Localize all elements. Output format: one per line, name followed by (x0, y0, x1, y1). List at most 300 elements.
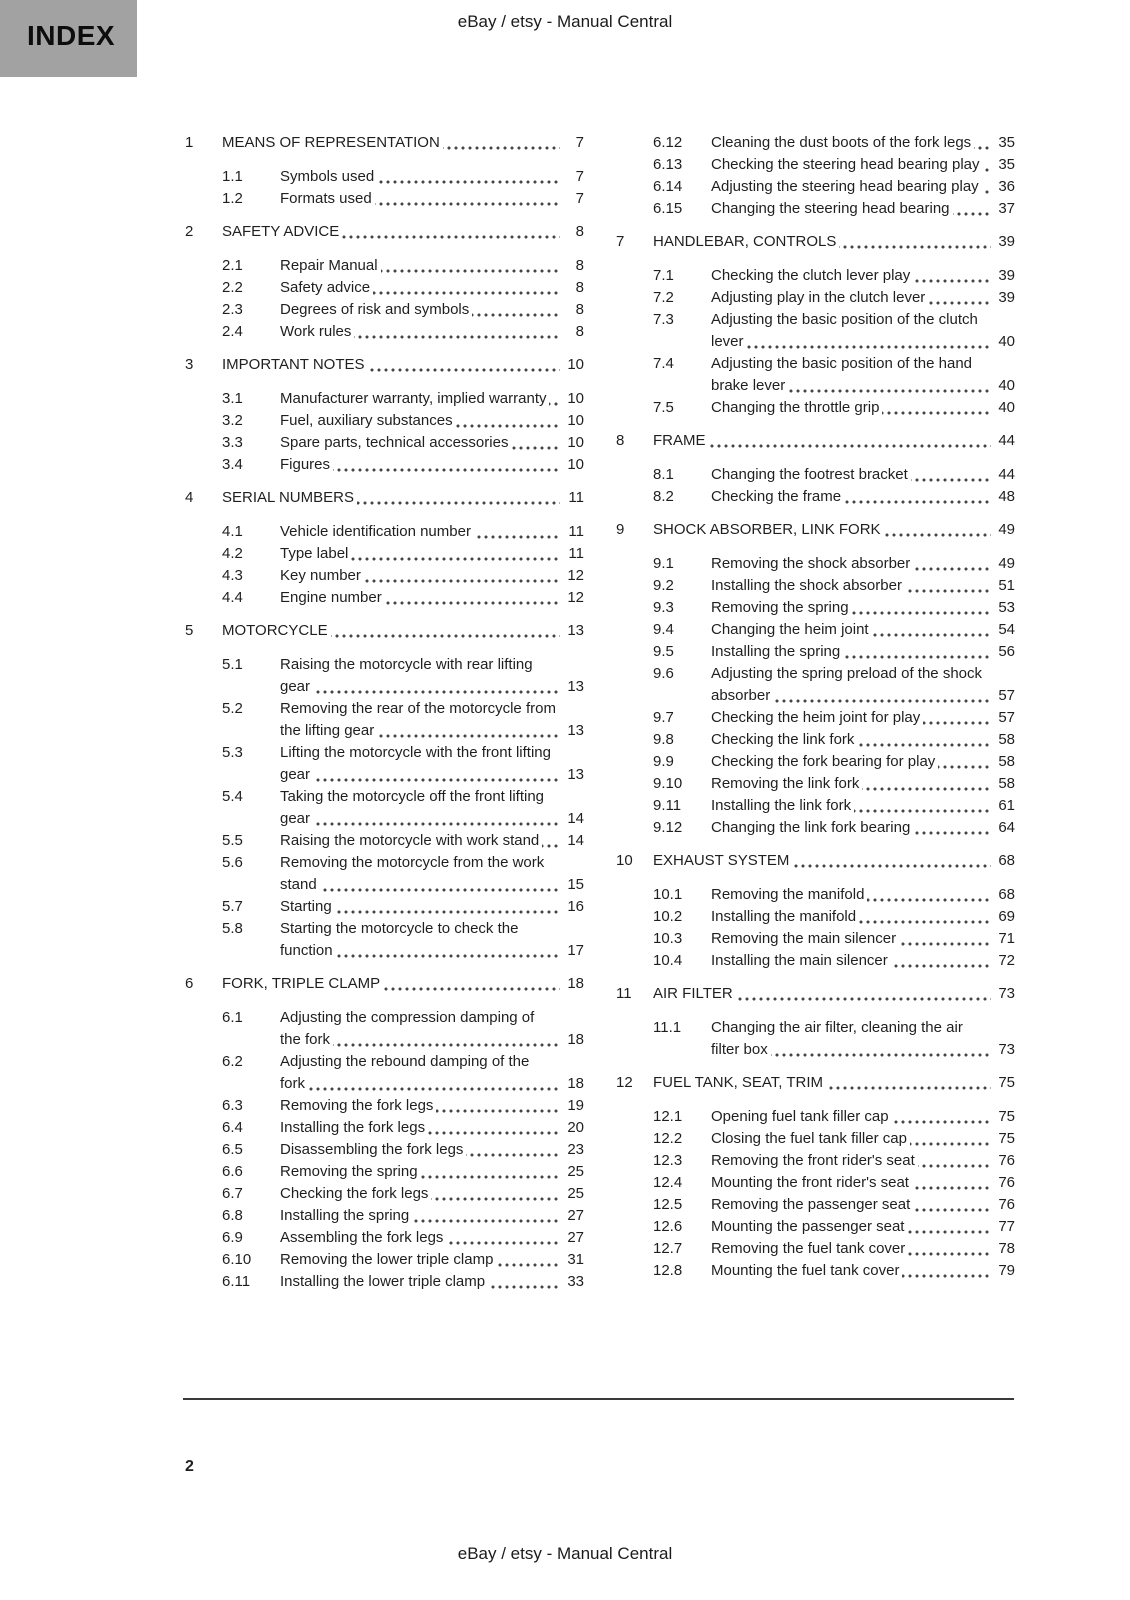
entry-leader-line (711, 663, 1015, 707)
entry-number: 3.3 (222, 434, 243, 451)
entry-page-number: 35 (991, 132, 1015, 154)
entry-number: 7.5 (653, 399, 674, 416)
entry-page-number: 11 (560, 521, 584, 543)
toc-entry-9.9[interactable] (616, 751, 1015, 773)
entry-number: 2.2 (222, 279, 243, 296)
entry-leader-line (280, 1271, 584, 1293)
entry-leader-line (711, 773, 1015, 795)
toc-entry-3.1[interactable] (185, 388, 584, 410)
toc-entry-6.6[interactable] (185, 1161, 584, 1183)
entry-number: 3 (185, 356, 194, 373)
entry-leader-line (653, 1072, 1015, 1094)
entry-page-number: 72 (991, 950, 1015, 972)
entry-leader-line (711, 397, 1015, 419)
toc-entry-3.2[interactable] (185, 410, 584, 432)
entry-title: Installing the shock absorber (711, 577, 905, 594)
entry-leader-line (280, 166, 584, 188)
toc-entry-9.10[interactable] (616, 773, 1015, 795)
entry-title: Changing the heim joint (711, 621, 872, 638)
entry-number: 12.7 (653, 1240, 683, 1257)
toc-entry-5.4[interactable] (185, 786, 584, 830)
toc-entry-4.4[interactable] (185, 587, 584, 609)
toc-entry-9.6[interactable] (616, 663, 1015, 707)
entry-leader-line (711, 597, 1015, 619)
entry-page-number: 18 (560, 973, 584, 995)
entry-page-number: 13 (560, 720, 584, 742)
entry-leader-line (711, 265, 1015, 287)
entry-title: Adjusting the basic position of the clutch lever (711, 311, 978, 350)
entry-title: Changing the steering head bearing (711, 200, 953, 217)
toc-entry-4.3[interactable] (185, 565, 584, 587)
entry-page-number: 20 (560, 1117, 584, 1139)
entry-title: Spare parts, technical accessories (280, 434, 511, 451)
entry-leader-line (711, 950, 1015, 972)
toc-entry-7.2[interactable] (616, 287, 1015, 309)
toc-entry-5.6[interactable] (185, 852, 584, 896)
entry-page-number: 37 (991, 198, 1015, 220)
entry-leader-line (711, 641, 1015, 663)
entry-page-number: 51 (991, 575, 1015, 597)
entry-leader-line (280, 742, 584, 786)
entry-number: 9.12 (653, 819, 683, 836)
toc-entry-2.2[interactable] (185, 277, 584, 299)
entry-title: Checking the steering head bearing play (711, 156, 983, 173)
entry-page-number: 12 (560, 587, 584, 609)
entry-number: 2 (185, 223, 194, 240)
entry-number: 8.2 (653, 488, 674, 505)
entry-page-number: 18 (560, 1029, 584, 1051)
toc-entry-2.4[interactable] (185, 321, 584, 343)
entry-leader-line (711, 619, 1015, 641)
entry-title: Figures (280, 456, 333, 473)
toc-entry-12.7[interactable] (616, 1238, 1015, 1260)
toc-entry-10.3[interactable] (616, 928, 1015, 950)
entry-page-number: 53 (991, 597, 1015, 619)
entry-leader-line (280, 1051, 584, 1095)
entry-page-number: 31 (560, 1249, 584, 1271)
entry-title: Type label (280, 545, 351, 562)
entry-title: Installing the manifold (711, 908, 859, 925)
entry-leader-line (711, 1238, 1015, 1260)
entry-leader-line (280, 321, 584, 343)
entry-title: Installing the main silencer (711, 952, 891, 969)
page-number: 2 (185, 1458, 194, 1475)
entry-page-number: 14 (560, 808, 584, 830)
entry-page-number: 75 (991, 1072, 1015, 1094)
entry-title: Safety advice (280, 279, 373, 296)
toc-entry-12.8[interactable] (616, 1260, 1015, 1282)
entry-leader-line (653, 519, 1015, 541)
entry-page-number: 71 (991, 928, 1015, 950)
toc-entry-9.3[interactable] (616, 597, 1015, 619)
entry-number: 5.5 (222, 832, 243, 849)
entry-page-number: 19 (560, 1095, 584, 1117)
entry-page-number: 75 (991, 1128, 1015, 1150)
entry-page-number: 57 (991, 685, 1015, 707)
toc-entry-5.8[interactable] (185, 918, 584, 962)
toc-entry-6.9[interactable] (185, 1227, 584, 1249)
entry-title: Removing the spring (711, 599, 852, 616)
toc-entry-12[interactable] (616, 1072, 1015, 1094)
entry-leader-line (222, 973, 584, 995)
toc-entry-12.1[interactable] (616, 1106, 1015, 1128)
toc-entry-11[interactable] (616, 983, 1015, 1005)
entry-leader-line (711, 1150, 1015, 1172)
entry-leader-line (280, 388, 584, 410)
toc-entry-2.1[interactable] (185, 255, 584, 277)
entry-page-number: 73 (991, 1039, 1015, 1061)
toc-entry-9.7[interactable] (616, 707, 1015, 729)
entry-title: Formats used (280, 190, 375, 207)
entry-title: Adjusting the compression damping of the fork (280, 1009, 535, 1048)
entry-number: 6.9 (222, 1229, 243, 1246)
toc-entry-6.2[interactable] (185, 1051, 584, 1095)
entry-leader-line (711, 353, 1015, 397)
entry-title: SHOCK ABSORBER, LINK FORK (653, 521, 884, 538)
toc-entry-6.15[interactable] (616, 198, 1015, 220)
entry-page-number: 10 (560, 388, 584, 410)
toc-entry-9.2[interactable] (616, 575, 1015, 597)
entry-number: 9.9 (653, 753, 674, 770)
entry-leader-line (280, 1249, 584, 1271)
entry-number: 10.1 (653, 886, 683, 903)
entry-leader-line (653, 983, 1015, 1005)
entry-title: Checking the frame (711, 488, 844, 505)
entry-leader-line (711, 553, 1015, 575)
entry-leader-line (711, 464, 1015, 486)
header-title: eBay / etsy - Manual Central (457, 12, 673, 31)
toc-entry-9[interactable] (616, 519, 1015, 541)
entry-number: 12.5 (653, 1196, 683, 1213)
entry-number: 12 (616, 1074, 633, 1091)
entry-title: Removing the front rider's seat (711, 1152, 918, 1169)
entry-page-number: 44 (991, 464, 1015, 486)
entry-title: FRAME (653, 432, 709, 449)
entry-page-number: 44 (991, 430, 1015, 452)
entry-leader-line (711, 729, 1015, 751)
toc-entry-5.7[interactable] (185, 896, 584, 918)
entry-number: 7.3 (653, 311, 674, 328)
entry-leader-line (280, 543, 584, 565)
entry-title: Removing the rear of the motorcycle from the lifting gear (280, 700, 556, 739)
toc-entry-6.7[interactable] (185, 1183, 584, 1205)
entry-title: Changing the footrest bracket (711, 466, 911, 483)
toc-entry-8.1[interactable] (616, 464, 1015, 486)
entry-page-number: 12 (560, 565, 584, 587)
entry-page-number: 15 (560, 874, 584, 896)
toc-entry-4.1[interactable] (185, 521, 584, 543)
entry-leader-line (280, 830, 584, 852)
toc-entry-5.2[interactable] (185, 698, 584, 742)
toc-entry-7[interactable] (616, 231, 1015, 253)
entry-number: 6.3 (222, 1097, 243, 1114)
entry-number: 12.8 (653, 1262, 683, 1279)
entry-leader-line (280, 852, 584, 896)
toc-entry-9.1[interactable] (616, 553, 1015, 575)
toc-entry-10.2[interactable] (616, 906, 1015, 928)
entry-page-number: 39 (991, 231, 1015, 253)
entry-page-number: 57 (991, 707, 1015, 729)
toc-entry-4[interactable] (185, 487, 584, 509)
entry-leader-line (711, 928, 1015, 950)
entry-title: AIR FILTER (653, 985, 736, 1002)
entry-title: FORK, TRIPLE CLAMP (222, 975, 383, 992)
entry-title: Checking the fork legs (280, 1185, 431, 1202)
entry-leader-line (711, 309, 1015, 353)
entry-title: Checking the clutch lever play (711, 267, 913, 284)
entry-leader-line (711, 817, 1015, 839)
entry-number: 6.13 (653, 156, 683, 173)
entry-leader-line (280, 1007, 584, 1051)
toc-entry-1.1[interactable] (185, 166, 584, 188)
entry-title: Removing the manifold (711, 886, 867, 903)
toc-entry-10.1[interactable] (616, 884, 1015, 906)
entry-leader-line (280, 432, 584, 454)
entry-number: 6.2 (222, 1053, 243, 1070)
entry-title: Changing the link fork bearing (711, 819, 913, 836)
entry-page-number: 7 (560, 188, 584, 210)
entry-page-number: 39 (991, 287, 1015, 309)
entry-title: Manufacturer warranty, implied warranty (280, 390, 549, 407)
toc-entry-2.3[interactable] (185, 299, 584, 321)
entry-number: 9.4 (653, 621, 674, 638)
entry-leader-line (280, 1095, 584, 1117)
toc-entry-6.14[interactable] (616, 176, 1015, 198)
entry-number: 2.4 (222, 323, 243, 340)
toc-entry-6.11[interactable] (185, 1271, 584, 1293)
entry-number: 9.7 (653, 709, 674, 726)
entry-title: Taking the motorcycle off the front lifting gear (280, 788, 545, 827)
toc-entry-6.13[interactable] (616, 154, 1015, 176)
entry-leader-line (711, 707, 1015, 729)
entry-leader-line (222, 487, 584, 509)
entry-number: 4.2 (222, 545, 243, 562)
entry-page-number: 54 (991, 619, 1015, 641)
entry-leader-line (280, 786, 584, 830)
entry-page-number: 64 (991, 817, 1015, 839)
entry-page-number: 76 (991, 1172, 1015, 1194)
entry-leader-line (711, 1216, 1015, 1238)
entry-leader-line (711, 1172, 1015, 1194)
entry-leader-line (280, 299, 584, 321)
toc-entry-3.3[interactable] (185, 432, 584, 454)
entry-leader-line (280, 587, 584, 609)
entry-leader-line (653, 231, 1015, 253)
entry-number: 5.6 (222, 854, 243, 871)
footer-divider (183, 1398, 1014, 1400)
entry-page-number: 13 (560, 676, 584, 698)
entry-leader-line (280, 1205, 584, 1227)
entry-title: Changing the throttle grip (711, 399, 882, 416)
entry-leader-line (280, 1139, 584, 1161)
entry-number: 3.1 (222, 390, 243, 407)
toc-entry-6.4[interactable] (185, 1117, 584, 1139)
entry-page-number: 8 (560, 321, 584, 343)
entry-page-number: 56 (991, 641, 1015, 663)
entry-number: 6.1 (222, 1009, 243, 1026)
entry-page-number: 17 (560, 940, 584, 962)
entry-leader-line (222, 132, 584, 154)
toc-entry-8.2[interactable] (616, 486, 1015, 508)
toc-entry-6.8[interactable] (185, 1205, 584, 1227)
toc-entry-9.5[interactable] (616, 641, 1015, 663)
toc-entry-4.2[interactable] (185, 543, 584, 565)
entry-title: Removing the main silencer (711, 930, 899, 947)
entry-number: 2.1 (222, 257, 243, 274)
entry-number: 5.3 (222, 744, 243, 761)
entry-number: 11.1 (653, 1019, 682, 1036)
entry-title: SERIAL NUMBERS (222, 489, 357, 506)
toc-entry-6.10[interactable] (185, 1249, 584, 1271)
entry-page-number: 8 (560, 277, 584, 299)
entry-number: 7.2 (653, 289, 674, 306)
entry-number: 5.2 (222, 700, 243, 717)
toc-entry-10.4[interactable] (616, 950, 1015, 972)
toc-entry-12.5[interactable] (616, 1194, 1015, 1216)
toc-entry-1.2[interactable] (185, 188, 584, 210)
entry-number: 6.7 (222, 1185, 243, 1202)
entry-page-number: 33 (560, 1271, 584, 1293)
toc-entry-5.1[interactable] (185, 654, 584, 698)
toc-content (185, 132, 1015, 1293)
entry-title: Lifting the motorcycle with the front lifting gear (280, 744, 551, 783)
entry-leader-line (222, 354, 584, 376)
entry-number: 12.1 (653, 1108, 683, 1125)
entry-page-number: 61 (991, 795, 1015, 817)
entry-leader-line (653, 850, 1015, 872)
toc-entry-5.3[interactable] (185, 742, 584, 786)
entry-page-number: 7 (560, 132, 584, 154)
entry-page-number: 48 (991, 486, 1015, 508)
entry-leader-line (280, 698, 584, 742)
entry-number: 6.5 (222, 1141, 243, 1158)
entry-leader-line (280, 896, 584, 918)
entry-title: Starting the motorcycle to check the function (280, 920, 519, 959)
entry-title: Removing the passenger seat (711, 1196, 913, 1213)
entry-number: 12.6 (653, 1218, 683, 1235)
entry-title: Starting (280, 898, 335, 915)
entry-leader-line (280, 521, 584, 543)
entry-title: Mounting the front rider's seat (711, 1174, 912, 1191)
entry-number: 7.1 (653, 267, 674, 284)
entry-number: 7 (616, 233, 625, 250)
entry-page-number: 8 (560, 221, 584, 243)
entry-number: 12.4 (653, 1174, 683, 1191)
toc-entry-1[interactable] (185, 132, 584, 154)
entry-page-number: 13 (560, 764, 584, 786)
entry-title: SAFETY ADVICE (222, 223, 342, 240)
entry-leader-line (280, 1183, 584, 1205)
entry-number: 1.2 (222, 190, 243, 207)
toc-entry-3[interactable] (185, 354, 584, 376)
entry-page-number: 23 (560, 1139, 584, 1161)
entry-leader-line (711, 176, 1015, 198)
entry-leader-line (711, 287, 1015, 309)
entry-leader-line (711, 751, 1015, 773)
entry-page-number: 39 (991, 265, 1015, 287)
entry-page-number: 49 (991, 519, 1015, 541)
entry-title: Removing the motorcycle from the work stand (280, 854, 545, 893)
entry-title: Adjusting the rebound damping of the fork (280, 1053, 530, 1092)
toc-entry-7.1[interactable] (616, 265, 1015, 287)
entry-leader-line (711, 486, 1015, 508)
entry-page-number: 35 (991, 154, 1015, 176)
entry-page-number: 13 (560, 620, 584, 642)
toc-entry-7.3[interactable] (616, 309, 1015, 353)
toc-entry-7.5[interactable] (616, 397, 1015, 419)
entry-number: 5.8 (222, 920, 243, 937)
entry-leader-line (280, 1117, 584, 1139)
entry-title: EXHAUST SYSTEM (653, 852, 792, 869)
toc-entry-6.12[interactable] (616, 132, 1015, 154)
toc-entry-12.6[interactable] (616, 1216, 1015, 1238)
entry-page-number: 76 (991, 1194, 1015, 1216)
entry-leader-line (711, 795, 1015, 817)
toc-entry-9.8[interactable] (616, 729, 1015, 751)
toc-entry-8[interactable] (616, 430, 1015, 452)
toc-entry-12.2[interactable] (616, 1128, 1015, 1150)
toc-entry-9.11[interactable] (616, 795, 1015, 817)
entry-number: 6.11 (222, 1273, 251, 1290)
entry-title: HANDLEBAR, CONTROLS (653, 233, 839, 250)
entry-leader-line (711, 1128, 1015, 1150)
entry-title: Key number (280, 567, 364, 584)
toc-entry-5.5[interactable] (185, 830, 584, 852)
toc-entry-2[interactable] (185, 221, 584, 243)
entry-number: 3.4 (222, 456, 243, 473)
entry-leader-line (711, 575, 1015, 597)
toc-entry-5[interactable] (185, 620, 584, 642)
entry-leader-line (711, 1194, 1015, 1216)
entry-number: 4.1 (222, 523, 243, 540)
entry-number: 5 (185, 622, 194, 639)
entry-number: 5.4 (222, 788, 243, 805)
toc-entry-6.5[interactable] (185, 1139, 584, 1161)
entry-page-number: 49 (991, 553, 1015, 575)
entry-title: Changing the air filter, cleaning the air filter box (711, 1019, 963, 1058)
toc-entry-10[interactable] (616, 850, 1015, 872)
entry-number: 6.14 (653, 178, 683, 195)
toc-entry-7.4[interactable] (616, 353, 1015, 397)
toc-entry-6.3[interactable] (185, 1095, 584, 1117)
entry-page-number: 18 (560, 1073, 584, 1095)
entry-title: Opening fuel tank filler cap (711, 1108, 892, 1125)
entry-number: 2.3 (222, 301, 243, 318)
entry-page-number: 25 (560, 1161, 584, 1183)
entry-page-number: 76 (991, 1150, 1015, 1172)
entry-leader-line (222, 221, 584, 243)
toc-column-right (616, 132, 1015, 1293)
toc-column-left (185, 132, 584, 1293)
toc-entry-12.3[interactable] (616, 1150, 1015, 1172)
toc-entry-9.4[interactable] (616, 619, 1015, 641)
toc-entry-6.1[interactable] (185, 1007, 584, 1051)
toc-entry-11.1[interactable] (616, 1017, 1015, 1061)
entry-title: Installing the link fork (711, 797, 854, 814)
entry-number: 5.7 (222, 898, 243, 915)
toc-entry-9.12[interactable] (616, 817, 1015, 839)
entry-leader-line (280, 277, 584, 299)
entry-page-number: 14 (560, 830, 584, 852)
toc-entry-3.4[interactable] (185, 454, 584, 476)
entry-number: 10.4 (653, 952, 683, 969)
toc-entry-12.4[interactable] (616, 1172, 1015, 1194)
entry-title: Installing the spring (711, 643, 843, 660)
entry-leader-line (711, 154, 1015, 176)
entry-page-number: 10 (560, 354, 584, 376)
toc-entry-6[interactable] (185, 973, 584, 995)
entry-leader-line (222, 620, 584, 642)
